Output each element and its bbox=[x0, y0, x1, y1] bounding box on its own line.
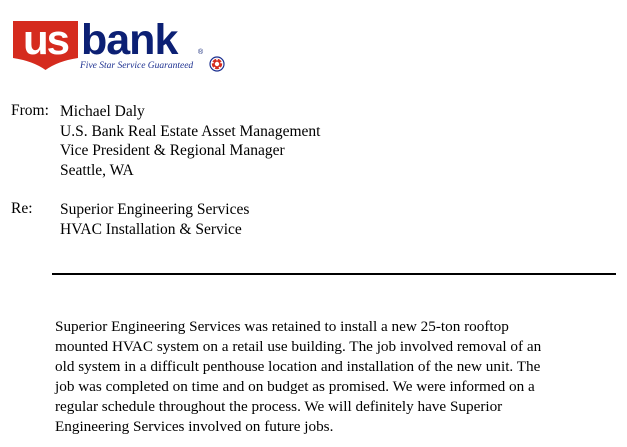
from-location: Seattle, WA bbox=[60, 161, 134, 179]
logo-us-text: us bbox=[22, 16, 69, 63]
letter-body bbox=[55, 317, 615, 437]
body-line: mounted HVAC system on a retail use building. The job involved removal of an bbox=[55, 338, 542, 355]
logo-bank-text: bank bbox=[81, 16, 178, 64]
re-block bbox=[60, 200, 249, 239]
body-line: regular schedule throughout the process. We will definitely have Superior bbox=[55, 398, 503, 415]
from-department: U.S. Bank Real Estate Asset Management bbox=[60, 122, 321, 140]
re-company: Superior Engineering Services bbox=[60, 201, 250, 218]
body-line: old system in a difficult penthouse location and installation of the new unit. The bbox=[55, 358, 541, 375]
body-line: job was completed on time and on budget as promised. We were informed on a bbox=[55, 378, 535, 395]
from-block bbox=[60, 102, 320, 180]
logo-trademark: ® bbox=[198, 49, 204, 56]
from-label: From: bbox=[11, 102, 49, 119]
from-name: Michael Daly bbox=[60, 103, 145, 120]
body-line: Engineering Services involved on future jobs. bbox=[55, 418, 334, 435]
five-star-seal-icon bbox=[210, 57, 224, 71]
body-line: Superior Engineering Services was retained to install a new 25-ton rooftop bbox=[55, 318, 509, 335]
re-subject: HVAC Installation & Service bbox=[60, 220, 242, 238]
re-label: Re: bbox=[11, 200, 33, 217]
logo-tagline: Five Star Service Guaranteed bbox=[80, 61, 194, 71]
from-title: Vice President & Regional Manager bbox=[60, 142, 285, 159]
us-bank-logo bbox=[10, 10, 240, 80]
horizontal-divider bbox=[52, 273, 616, 275]
